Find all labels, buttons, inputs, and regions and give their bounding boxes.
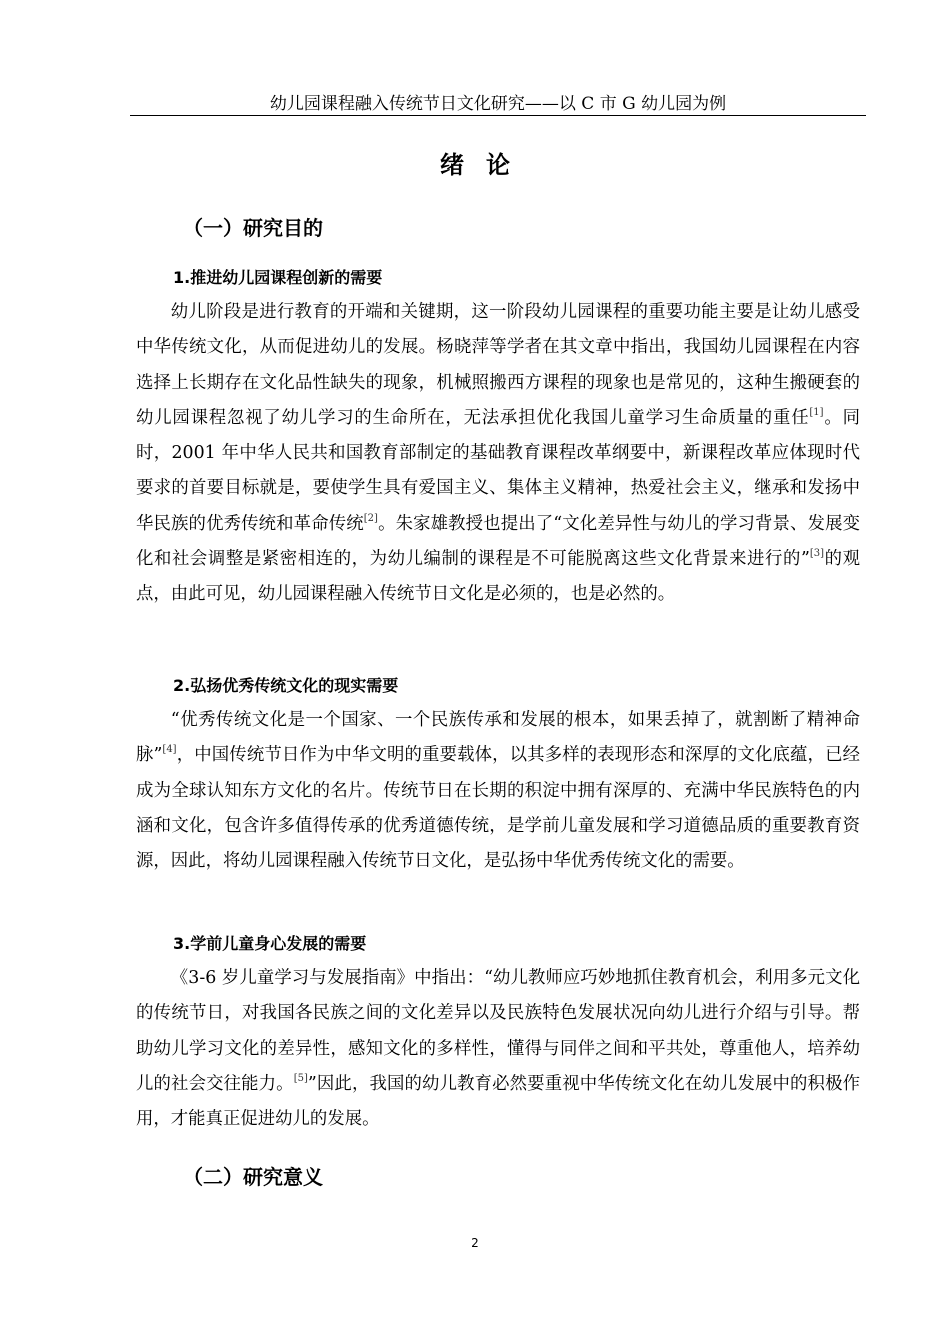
paragraph-text: ”因此，我国的幼儿教育必然要重视中华传统文化在幼儿发展中的积极作用，才能真正促进幼儿的发展。 [136, 1073, 860, 1130]
paragraph-text: “优秀传统文化是一个国家、一个民族传承和发展的根本，如果丢掉了，就割断了精神命脉” [136, 710, 860, 766]
subsection-heading-child-development: 3.学前儿童身心发展的需要 [173, 934, 367, 953]
paragraph-text: 。朱家雄教授也提出了“文化差异性与幼儿的学习背景、发展变化和社会调整是紧密相连的，为幼儿编制的课程是不可能脱离这些文化背景来进行的” [136, 513, 860, 570]
paragraph-text: 幼儿阶段是进行教育的开端和关键期，这一阶段幼儿园课程的重要功能主要是让幼儿感受中华传统文化，从而促进幼儿的发展。杨晓萍等学者在其文章中指出，我国幼儿园课程在内容选择上长期存在文化品性缺失的现象，机械照搬西方课程的现象也是常见的，这种生搬硬套的幼儿园课程忽视了幼儿学习的生命所在，无法承担优化我国儿童学习生命质量的重任 [136, 302, 860, 428]
citation-3: [3] [809, 548, 825, 560]
section-heading-research-significance: （二）研究意义 [183, 1165, 323, 1189]
paragraph-text: 。同时，2001 年中华人民共和国教育部制定的基础教育课程改革纲要中，新课程改革应体现时代要求的首要目标就是，要使学生具有爱国主义、集体主义精神，热爱社会主义，继承和发扬中华民族的优秀传统和革命传统 [136, 407, 860, 534]
subsection-heading-curriculum-innovation: 1.推进幼儿园课程创新的需要 [173, 268, 383, 287]
paragraph-text: 《3-6 岁儿童学习与发展指南》中指出：“幼儿教师应巧妙地抓住教育机会，利用多元文化的传统节日，对我国各民族之间的文化差异以及民族特色发展状况向幼儿进行介绍与引导。帮助幼儿学习文化的差异性，感知文化的多样性，懂得与同伴之间和平共处，尊重他人，培养幼儿的社会交往能力。 [136, 968, 860, 1094]
citation-1: [1] [809, 406, 824, 418]
chapter-title: 绪论 [440, 151, 532, 179]
paragraph-text: ，中国传统节日作为中华文明的重要载体，以其多样的表现形态和深厚的文化底蕴，已经成为全球认知东方文化的名片。传统节日在长期的积淀中拥有深厚的、充满中华民族特色的内涵和文化，包含许多值得传承的优秀道德传统，是学前儿童发展和学习道德品质的重要教育资源，因此，将幼儿园课程融入传统节日文化，是弘扬中华优秀传统文化的需要。 [136, 745, 860, 872]
paragraph-curriculum-innovation [136, 295, 860, 613]
running-header: 幼儿园课程融入传统节日文化研究——以 C 市 G 幼儿园为例 [269, 94, 727, 114]
citation-2: [2] [363, 512, 378, 524]
paragraph-text: 的观点，由此可见，幼儿园课程融入传统节日文化是必须的，也是必然的。 [136, 549, 860, 605]
paragraph-traditional-culture [136, 703, 860, 879]
citation-4: [4] [162, 744, 177, 756]
citation-5: [5] [293, 1072, 308, 1084]
subsection-heading-traditional-culture: 2.弘扬优秀传统文化的现实需要 [173, 676, 399, 695]
paragraph-child-development [136, 961, 860, 1137]
section-heading-research-purpose: （一）研究目的 [183, 216, 323, 240]
page-number: 2 [471, 1236, 479, 1250]
header-rule [130, 115, 866, 116]
